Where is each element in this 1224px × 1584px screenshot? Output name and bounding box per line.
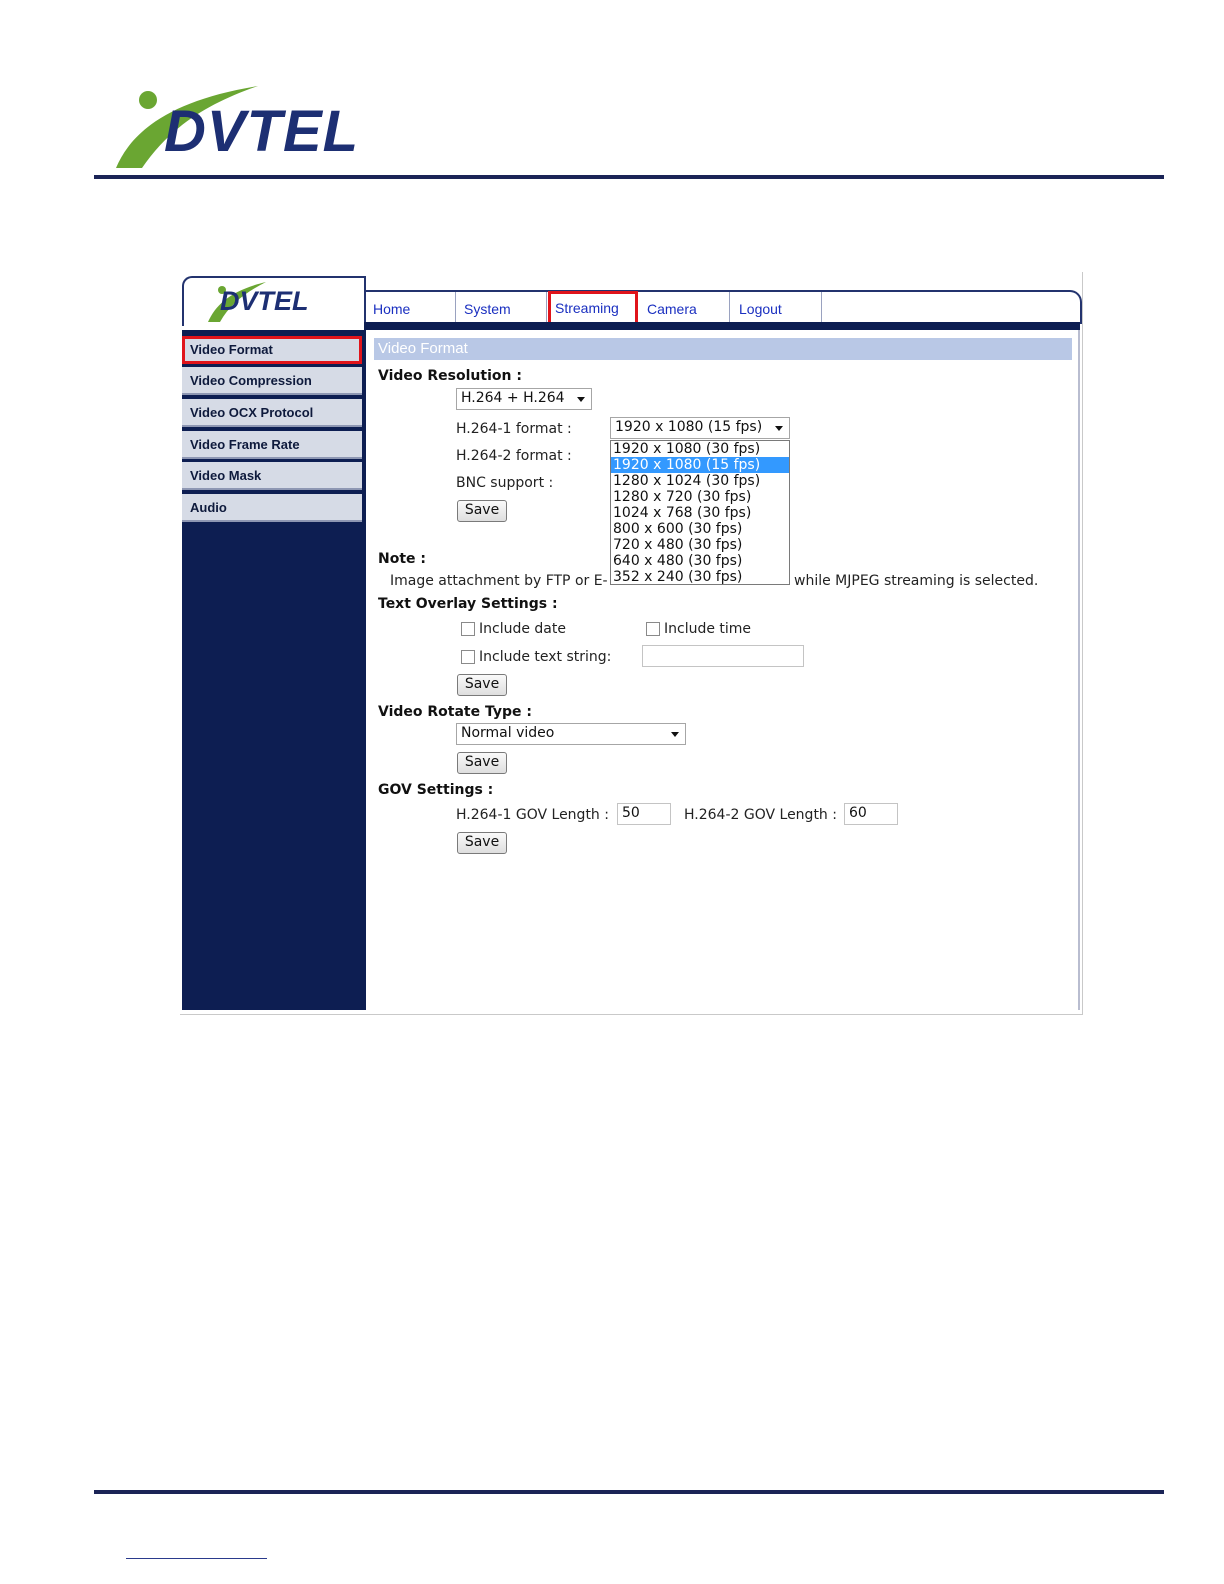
h264-1-format-value: 1920 x 1080 (15 fps)	[615, 419, 763, 435]
include-text-checkbox[interactable]	[461, 650, 475, 664]
sidebar-item-video-compression[interactable]: Video Compression	[182, 367, 362, 395]
include-date-checkbox[interactable]	[461, 622, 475, 636]
tab-system[interactable]: System	[457, 292, 547, 324]
dropdown-option[interactable]: 800 x 600 (30 fps)	[613, 521, 743, 537]
doc-header-rule	[94, 175, 1164, 179]
dropdown-option[interactable]: 640 x 480 (30 fps)	[613, 553, 743, 569]
dropdown-option[interactable]: 1280 x 720 (30 fps)	[613, 489, 752, 505]
note-heading: Note :	[378, 551, 426, 567]
sidebar-item-video-mask[interactable]: Video Mask	[182, 462, 362, 490]
doc-logo-text: DVTEL	[164, 99, 360, 164]
sidebar-item-audio[interactable]: Audio	[182, 494, 362, 522]
dropdown-option[interactable]: 720 x 480 (30 fps)	[613, 537, 743, 553]
doc-footer-rule	[94, 1490, 1164, 1494]
gov-h264-2-input[interactable]: 60	[844, 803, 898, 825]
dropdown-option[interactable]: 1024 x 768 (30 fps)	[613, 505, 752, 521]
main-panel	[366, 330, 1080, 1010]
app-logo-tab	[182, 276, 366, 326]
doc-logo	[112, 80, 360, 175]
resolution-mode-value: H.264 + H.264	[461, 390, 565, 406]
sidebar-item-video-format[interactable]: Video Format	[182, 336, 362, 364]
tab-home[interactable]: Home	[366, 292, 456, 324]
overlay-text-input[interactable]	[642, 645, 804, 667]
h264-2-format-label: H.264-2 format :	[456, 448, 572, 464]
doc-footer-link-underline	[126, 1558, 267, 1559]
dropdown-option[interactable]: 352 x 240 (30 fps)	[613, 569, 743, 585]
note-text-start: Image attachment by FTP or E-	[390, 573, 608, 589]
chevron-down-icon	[775, 426, 783, 431]
chevron-down-icon	[671, 732, 679, 737]
top-nav	[364, 290, 1082, 324]
gov-h264-2-label: H.264-2 GOV Length :	[684, 807, 837, 823]
dropdown-option-selected[interactable]: 1920 x 1080 (15 fps)	[611, 457, 789, 473]
rotate-save-button[interactable]: Save	[457, 752, 507, 774]
resolution-save-button[interactable]: Save	[457, 500, 507, 522]
app-logo-text: DVTEL	[220, 286, 309, 316]
nav-underline-band	[364, 322, 1080, 330]
sidebar-item-video-frame-rate[interactable]: Video Frame Rate	[182, 431, 362, 459]
note-text-end: while MJPEG streaming is selected.	[794, 573, 1039, 589]
h264-1-format-select[interactable]	[610, 417, 790, 439]
text-overlay-heading: Text Overlay Settings :	[378, 596, 558, 612]
tab-camera[interactable]: Camera	[640, 292, 730, 324]
sidebar	[182, 330, 366, 1010]
include-time-label: Include time	[664, 621, 752, 637]
tab-streaming[interactable]: Streaming	[548, 291, 638, 326]
chevron-down-icon	[577, 397, 585, 402]
rotate-heading: Video Rotate Type :	[378, 704, 532, 720]
bnc-support-label: BNC support :	[456, 475, 554, 491]
include-date-label: Include date	[479, 621, 566, 637]
rotate-type-select[interactable]	[456, 723, 686, 745]
video-resolution-heading: Video Resolution :	[378, 368, 522, 384]
h264-1-format-dropdown	[610, 440, 790, 585]
include-time-checkbox[interactable]	[646, 622, 660, 636]
resolution-mode-select[interactable]	[456, 388, 592, 410]
h264-1-format-label: H.264-1 format :	[456, 421, 572, 437]
gov-h264-1-label: H.264-1 GOV Length :	[456, 807, 609, 823]
gov-save-button[interactable]: Save	[457, 832, 507, 854]
gov-heading: GOV Settings :	[378, 782, 494, 798]
overlay-save-button[interactable]: Save	[457, 674, 507, 696]
sidebar-item-video-ocx-protocol[interactable]: Video OCX Protocol	[182, 399, 362, 427]
section-title: Video Format	[374, 338, 1072, 360]
rotate-type-value: Normal video	[461, 725, 555, 741]
dropdown-option[interactable]: 1280 x 1024 (30 fps)	[613, 473, 761, 489]
tab-logout[interactable]: Logout	[732, 292, 822, 324]
include-text-label: Include text string:	[479, 649, 612, 665]
gov-h264-1-input[interactable]: 50	[617, 803, 671, 825]
camera-web-ui	[180, 272, 1083, 1015]
dropdown-option[interactable]: 1920 x 1080 (30 fps)	[613, 441, 761, 457]
